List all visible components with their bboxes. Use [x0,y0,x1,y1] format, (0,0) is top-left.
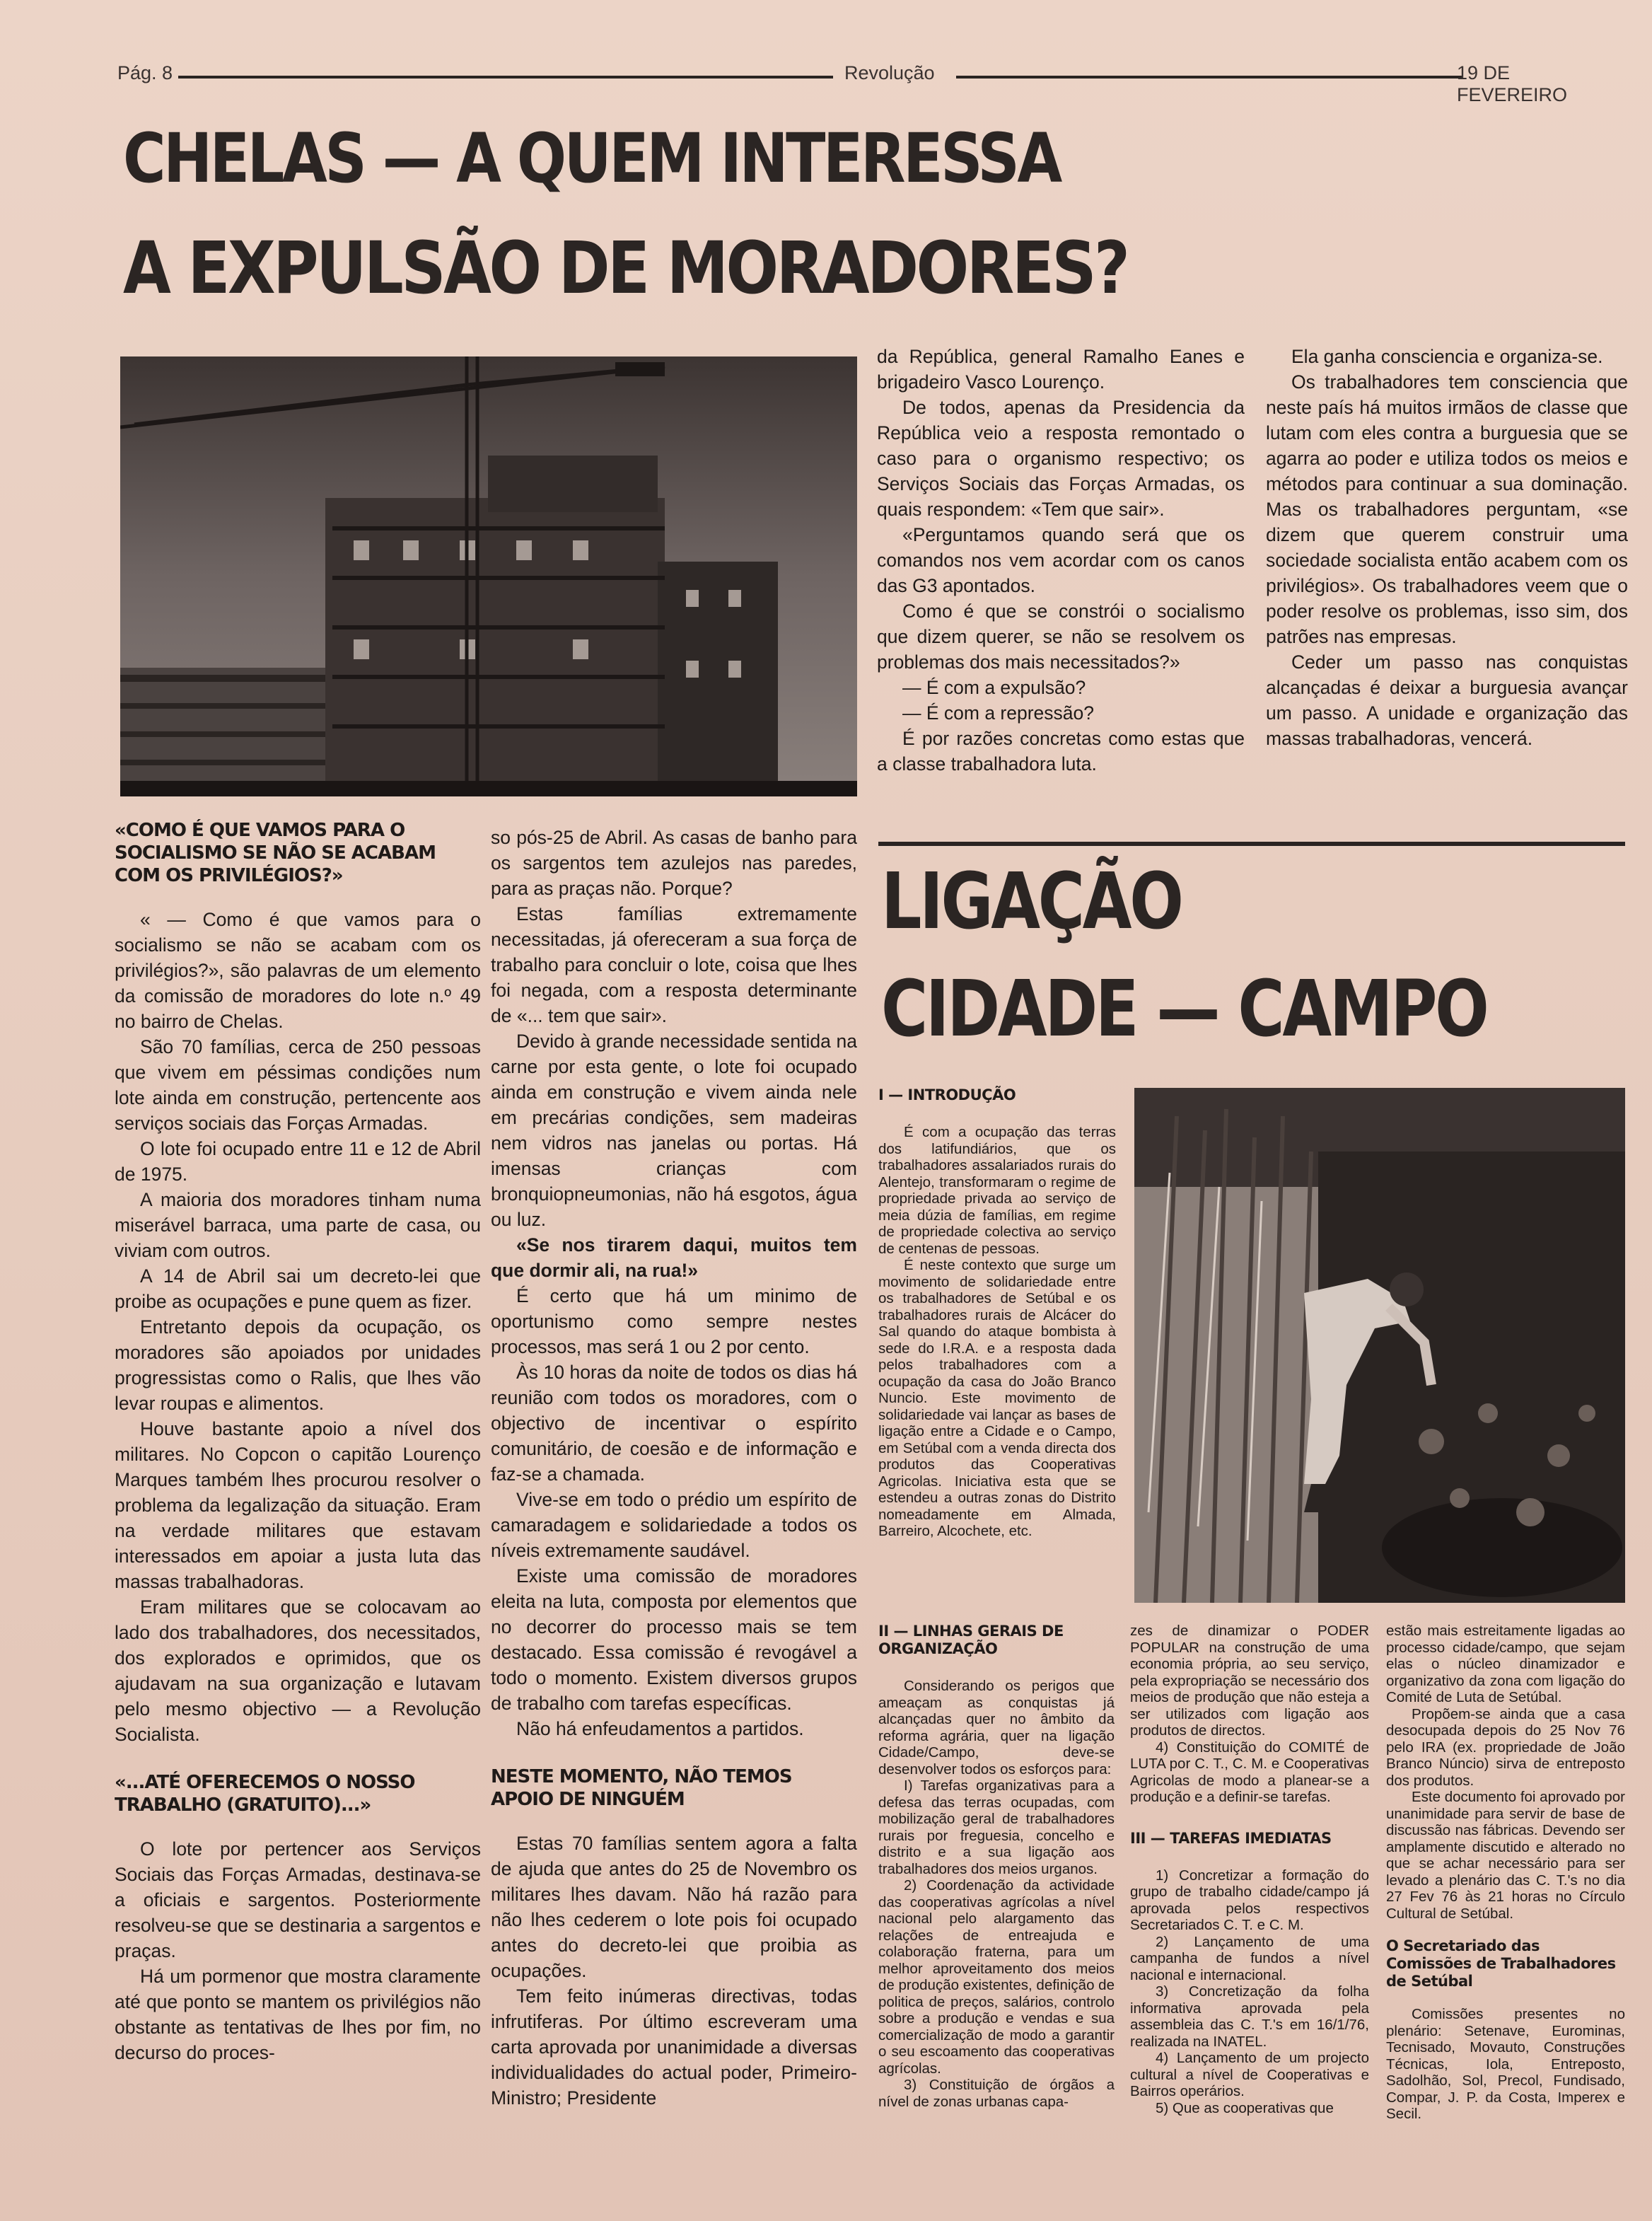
paragraph: Como é que se constrói o socialismo que dizem querer, se não se resolvem os problemas dos mais necessitados?» [877,601,1245,673]
header-rule-left [178,76,833,79]
paragraph: — É com a repressão? [902,702,1095,724]
paragraph: A maioria dos moradores tinham numa miserável barraca, uma parte de casa, ou viviam com outros. [115,1189,481,1261]
paragraph: O lote foi ocupado entre 11 e 12 de Abril de 1975. [115,1138,481,1185]
article1-column-4 [1266,344,1628,751]
paragraph: Ceder um passo nas conquistas alcançadas é deixar a burguesia avançar um passo. A unidade e organização das massas trabalhadoras, vencerá. [1266,651,1628,749]
paragraph: da República, general Ramalho Eanes e brigadeiro Vasco Lourenço. [877,346,1245,393]
subheading: II — LINHAS GERAIS DE ORGANIZAÇÃO [878,1623,1064,1657]
issue-date: 19 DE FEVEREIRO [1457,62,1568,105]
paragraph: Entretanto depois da ocupação, os moradores são apoiados por unidades progressistas como o Ralis, que lhes vão levar roupas e alimentos. [115,1316,481,1414]
paragraph: É por razões concretas como estas que a classe trabalhadora luta. [877,728,1245,775]
paragraph: Considerando os perigos que ameaçam as conquistas já alcançadas quer no âmbito da reforma agrária, quer na ligação Cidade/Campo, deve-se desenvolver todos os esforços para: [878,1678,1115,1778]
article2-column-3 [1386,1623,1625,2123]
paragraph: estão mais estreitamente ligadas ao processo cidade/campo, que sejam elas o núcleo dinamizador e organizativo da zona com ligação do Comité de Luta de Setúbal. [1386,1623,1625,1705]
signature-line: O Secretariado das Comissões de Trabalhadores de Setúbal [1386,1937,1616,1990]
paragraph: É certo que há um minimo de oportunismo como sempre nestes processos, mas será 1 ou 2 por cento. [491,1285,857,1357]
newspaper-name: Revolução [844,62,935,83]
article1-column-2 [491,825,857,2111]
paragraph: 1) Concretizar a formação do grupo de trabalho cidade/campo já aprovada pelos respectivos Secretariados C. T. e C. M. [1130,1867,1369,1933]
paragraph: Devido à grande necessidade sentida na carne por esta gente, o lote foi ocupado ainda em construção e vivem ainda nele em precárias condições, sem madeiras nem vidros nas janelas ou portas. Há imensas crianças com bronquiopneumonias, não há esgotos, água ou luz. [491,1031,857,1230]
paragraph: 3) Concretização da folha informativa aprovada pela assembleia das C. T.'s em 16/1/76, realizada na INATEL. [1130,1983,1369,2050]
paragraph: 4) Constituição do COMITÉ de LUTA por C. T., C. M. e Cooperativas Agricolas de modo a planear-se a produção e a definir-se tarefas. [1130,1739,1369,1805]
paragraph: — É com a expulsão? [902,677,1086,698]
paragraph: Propõem-se ainda que a casa desocupada depois do 25 Nov 76 pelo IRA (ex. propriedade de João Branco Núncio) sirva de entreposto dos produtos. [1386,1705,1625,1789]
page-header [117,62,1624,105]
headline-line-1: CHELAS — A QUEM INTERESSA [123,119,1060,198]
paragraph: «Perguntamos quando será que os comandos nos vem acordar com os canos das G3 apontados. [877,524,1245,596]
article1-column-3 [877,344,1245,777]
article2-column-2 [1130,1623,1369,2116]
page-number: Pág. 8 [117,62,173,83]
paragraph: Ela ganha consciencia e organiza-se. [1291,346,1603,367]
subheading: I — INTRODUÇÃO [878,1086,1016,1103]
article2-introduction [878,1086,1116,1540]
paragraph: Há um pormenor que mostra claramente até que ponto se mantem os privilégios não obstante as tentativas de lhes por fim, no decurso do proces- [115,1966,481,2063]
subheading: «...ATÉ OFERECEMOS O NOSSO TRABALHO (GRATUITO)...» [115,1772,415,1816]
paragraph: Às 10 horas da noite de todos os dias há reunião com todos os moradores, com o objectivo de incentivar o espírito comunitário, de coesão e de informação e faz-se a chamada. [491,1362,857,1485]
paragraph: 2) Coordenação da actividade das cooperativas agrícolas a nível nacional pelo alargamento das relações de entreajuda e colaboração fraterna, para um melhor aproveitamento dos meios de produção existentes, definição de politica de preços, salários, controlo sobre a produção e vendas e sua comercialização de modo a garantir o seu escoamento das cooperativas agrícolas. [878,1877,1115,2077]
headline2-line-1: LIGAÇÃO [881,856,1182,946]
article2-column-1 [878,1623,1115,2110]
worker-in-field-photo [1134,1088,1625,1603]
building-under-construction-photo [120,356,857,796]
paragraph: Não há enfeudamentos a partidos. [516,1718,804,1739]
paragraph: O lote por pertencer aos Serviços Sociais das Forças Armadas, destinava-se a oficiais e sargentos. Posteriormente resolveu-se que se destinaria a sargentos e praças. [115,1838,481,1961]
header-rule-right [956,76,1462,79]
paragraph: De todos, apenas da Presidencia da República veio a resposta remontado o caso para o organismo respectivo; os Serviços Sociais das Forças Armadas, os quais respondem: «Tem que sair». [877,397,1245,520]
subheading: III — TAREFAS IMEDIATAS [1130,1829,1332,1847]
paragraph: Vive-se em todo o prédio um espírito de camaradagem e solidariedade a todos os níveis extremamente saudável. [491,1489,857,1561]
article-divider [878,842,1625,846]
paragraph: Existe uma comissão de moradores eleita na luta, composta por elementos que no decorrer do processo mais se tem destacado. Essa comissão é revogável a todo o momento. Existem diversos grupos de trabalho com tarefas específicas. [491,1565,857,1714]
paragraph: « — Como é que vamos para o socialismo se não se acabam com os privilégios?», são palavras de um elemento da comissão de moradores do lote n.º 49 no bairro de Chelas. [115,909,481,1032]
paragraph: so pós-25 de Abril. As casas de banho para os sargentos tem azulejos nas paredes, para as praças não. Porque? [491,827,857,899]
headline2-line-2: CIDADE — CAMPO [881,963,1487,1054]
paragraph: Estas famílias extremamente necessitadas, já ofereceram a sua força de trabalho para concluir o lote, coisa que lhes foi negada, com a resposta determinante de «... tem que sair». [491,903,857,1026]
paragraph: Os trabalhadores tem consciencia que neste país há muitos irmãos de classe que lutam com eles contra a burguesia que se agarra ao poder e utiliza todos os meios e métodos para continuar a sua dominação. Mas os trabalhadores perguntam, «se dizem que querem construir uma sociedade socialista então acabem com os privilégios». Os trabalhadores veem que o poder resolve os problemas, isso sim, dos patrões nas empresas. [1266,371,1628,647]
paragraph: Eram militares que se colocavam ao lado dos trabalhadores, dos necessitados, dos explorados e oprimidos, que os ajudavam na sua organização e lutavam pelo mesmo objectivo — a Revolução Socialista. [115,1596,481,1745]
paragraph: São 70 famílias, cerca de 250 pessoas que vivem em péssimas condições num lote ainda em construção, pertencente aos serviços sociais das Forças Armadas. [115,1036,481,1134]
paragraph: 5) Que as cooperativas que [1156,2099,1334,2116]
subheading: «COMO É QUE VAMOS PARA O SOCIALISMO SE NÃO SE ACABAM COM OS PRIVILÉGIOS?» [115,820,436,886]
paragraph: zes de dinamizar o PODER POPULAR na construção de uma economia própria, ao seu serviço, pela expropriação se necessário dos meios de produção que não esteja a ser utilizados com ligação aos produtos de directos. [1130,1623,1369,1739]
paragraph: Tem feito inúmeras directivas, todas infrutiferas. Por último escreveram uma carta aprovada por unanimidade a diversas individualidades do actual poder, Primeiro-Ministro; Presidente [491,1985,857,2109]
paragraph: 4) Lançamento de um projecto cultural a nível de Cooperativas e Bairros operários. [1130,2050,1369,2099]
bold-quote: «Se nos tirarem daqui, muitos tem que dormir ali, na rua!» [491,1234,857,1281]
paragraph: A 14 de Abril sai um decreto-lei que proibe as ocupações e pune quem as fizer. [115,1265,481,1312]
headline-line-2: A EXPULSÃO DE MORADORES? [123,226,1128,311]
paragraph: Estas 70 famílias sentem agora a falta de ajuda que antes do 25 de Novembro os militares lhes davam. Não há razão para não lhes cederem o lote pois foi ocupado antes do decreto-lei que proibia as ocupações. [491,1833,857,1981]
paragraph: É com a ocupação das terras dos latifundiários, que os trabalhadores assalariados rurais do Alentejo, transformaram o regime de propriedade privada ao serviço de meia dúzia de famílias, em regime de propriedade colectiva ao serviço de centenas de pessoas. [878,1124,1116,1257]
subheading: NESTE MOMENTO, NÃO TEMOS APOIO DE NINGUÉM [491,1766,792,1810]
article1-column-1 [115,819,481,2065]
paragraph: Houve bastante apoio a nível dos militares. No Copcon o capitão Lourenço Marques também lhes procurou resolver o problema da legalização da situação. Eram na verdade militares que estavam interessados em apoiar a justa luta das massas trabalhadoras. [115,1418,481,1592]
paragraph: Comissões presentes no plenário: Setenave, Eurominas, Tecnisado, Movauto, Construções Técnicas, Iola, Entreposto, Sadolhão, Sol, Precol, Fundisado, Compar, J. P. da Costa, Imperex e Secil. [1386,2006,1625,2122]
paragraph: 2) Lançamento de uma campanha de fundos a nível nacional e internacional. [1130,1933,1369,1983]
paragraph: I) Tarefas organizativas para a defesa das terras ocupadas, com mobilização geral de trabalhadores rurais por freguesia, concelho e distrito e a sua ligação aos trabalhadores dos meios urganos. [878,1778,1115,1877]
paragraph: É neste contexto que surge um movimento de solidariedade entre os trabalhadores de Setúbal e os trabalhadores rurais de Alcácer do Sal quando do ataque bombista à sede do I.R.A. e a resposta dada pelos trabalhadores com a ocupação da casa do João Branco Nuncio. Este movimento de solidariedade vai lançar as bases de ligação entre a Cidade e o Campo, em Setúbal com a venda directa dos produtos das Cooperativas Agricolas. Iniciativa esta que se estendeu a outras zonas do Distrito nomeadamente em Almada, Barreiro, Alcochete, etc. [878,1257,1116,1539]
paragraph: 3) Constituição de órgãos a nível de zonas urbanas capa- [878,2077,1115,2110]
paragraph: Este documento foi aprovado por unanimidade para servir de base de discussão nas fábricas. Devendo ser amplamente discutido e alterado no que se achar necessário para ser levado a plenário das C. T.'s no dia 27 Fev 76 às 21 horas no Círculo Cultural de Setúbal. [1386,1789,1625,1922]
